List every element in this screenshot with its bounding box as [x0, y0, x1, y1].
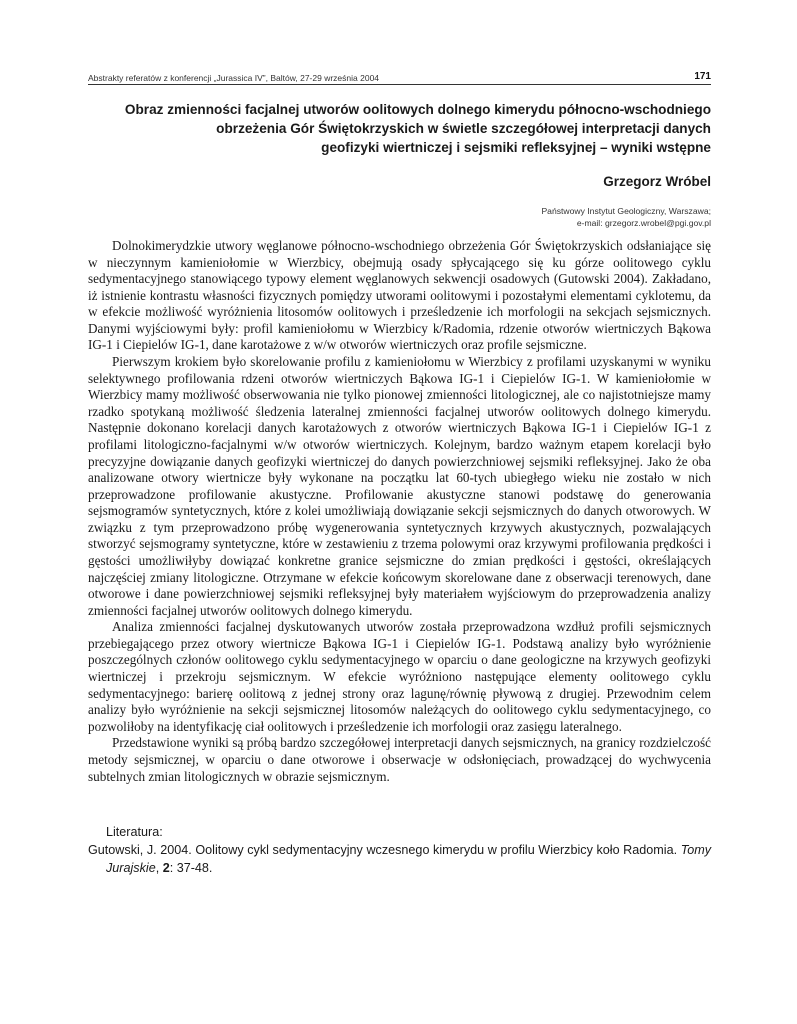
paragraph: Dolnokimerydzkie utwory węglanowe północno-wschodniego obrzeżenia Gór Świętokrzyskich odsłaniające się w nieczynnym kamieniołomie w Wierzbicy, obejmują osady spłycającego się ku górze oolitowego cyklu sedymentacyjnego stanowiącego typowy element węglanowych sekwencji osadowych (Gutowski 2004). Zakładano, iż istnienie kontrastu własności fizycznych pomiędzy utworami oolitowymi i pozostałymi elementami cyklotemu, da w efekcie możliwość wyróżnienia litosomów oolitowych i prześledzenie ich morfologii na sekcjach sejsmicznych. Danymi wyjściowymi były: profil kamieniołomu w Wierzbicy k/Radomia, rdzenie otworów wiertniczych Bąkowa IG-1 i Ciepielów IG-1, dane karotażowe z w/w otworów wiertniczych oraz profile sejsmiczne.: [88, 238, 711, 353]
email: e-mail: grzegorz.wrobel@pgi.gov.pl: [576, 217, 711, 228]
title-line: geofizyki wiertniczej i sejsmiki refleksyjnej – wyniki wstępne: [321, 140, 711, 155]
running-title: Abstrakty referatów z konferencji „Jurassica IV”, Baltów, 27-29 września 2004: [88, 73, 380, 83]
reference-authors: Gutowski, J. 2004. Oolitowy cykl sedymentacyjny wczesnego kimerydu w profilu Wierzbicy koło Radomia.: [88, 843, 678, 857]
paragraph: Pierwszym krokiem było skorelowanie profilu z kamieniołomu w Wierzbicy z profilami uzyskanymi w wyniku selektywnego profilowania rdzeni otworów wiertniczych Bąkowa IG-1 i Ciepielów IG-1. W kamieniołomie w Wierzbicy mamy możliwość obserwowania nie tylko pionowej zmienności litologicznej, ale co najistotniejsze mamy rzadko spotykaną możliwość śledzenia lateralnej zmienności facjalnej utworów oolitowych dolnego kimerydu. Następnie dokonano korelacji danych karotażowych z otworów wiertniczych Bąkowa IG-1 i Ciepielów IG-1 z profilami litologiczno-facjalnymi w/w otworów wiertniczych. Kolejnym, bardzo ważnym etapem korelacji było precyzyjne dowiązanie danych geofizyki wiertniczej do danych powierzchniowej sejsmiki refleksyjnej. Jako że oba analizowane otwory wiertnicze były wykonane na początku lat 60-tych ubiegłego wieku nie zostało w nich przeprowadzone profilowanie akustyczne. Profilowanie akustyczne stanowi podstawę do generowania sejsmogramów syntetycznych, które z kolei umożliwiają dowiązanie sekcji sejsmicznych do danych otworowych. W związku z tym przeprowadzono próbę wygenerowania syntetycznych krzywych akustycznych, pozwalających stworzyć sejsmogramy syntetyczne, które w zestawieniu z trzema polowymi oraz krzywymi profilowania prędkości i gęstości umożliwiłyby dowiązać konkretne granice sejsmiczne do zmian prędkości i gęstości, określających najczęściej zmiany litologiczne. Otrzymane w efekcie końcowym skorelowane dane z obserwacji terenowych, dane otworowe i dane powierzchniowej sejsmiki refleksyjnej były materiałem wyjściowym do przeprowadzenia analizy zmienności facjalnej utworów oolitowych dolnego kimerydu.: [88, 354, 711, 618]
reference-journal: Tomy Jurajskie: [106, 843, 712, 875]
header-rule: [88, 84, 711, 85]
article-body: [88, 238, 711, 785]
reference-volume: 2: [162, 861, 170, 875]
affiliation: Państwowy Instytut Geologiczny, Warszawa;: [541, 206, 711, 216]
article-title: [108, 100, 711, 157]
author-affiliation-block: [541, 206, 711, 229]
title-line: obrzeżenia Gór Świętokrzyskich w świetle szczegółowej interpretacji danych: [216, 121, 711, 136]
literature-heading: Literatura:: [106, 825, 163, 839]
paragraph: Przedstawione wyniki są próbą bardzo szczegółowej interpretacji danych sejsmicznych, na granicy rozdzielczość metody sejsmicznej, w oparciu o dane otworowe i obserwacje w odsłonięciach, prowadzącej do wychwycenia subtelnych zmian litologicznych w obrazie sejsmicznym.: [88, 735, 711, 784]
reference-entry: Gutowski, J. 2004. Oolitowy cykl sedymentacyjny wczesnego kimerydu w profilu Wierzbicy koło Radomia. Tomy Jurajskie, 2: 37-48.: [88, 843, 712, 875]
paragraph: Analiza zmienności facjalnej dyskutowanych utworów została przeprowadzona wzdłuż profili sejsmicznych przebiegającego przez otwory wiertnicze Bąkowa IG-1 i Ciepielów IG-1. Podstawą analizy było wyróżnienie poszczególnych członów oolitowego cyklu sedymentacyjnego w oparciu o dane geologiczne na krzywych geofizyki wiertniczej i przekroju sejsmicznym. W efekcie wyróżniono następujące elementy oolitowego cyklu sedymentacyjnego: barierę oolitową z jednej strony oraz lagunę/równię pływową z drugiej. Przewodnim celem analizy było wyróżnienie na sekcji sejsmicznej litosomów należących do oolitowego cyklu sedymentacyjnego, co pozwoliłoby na identyfikację ciał oolitowych i prześledzenie ich morfologii oraz zasięgu lateralnego.: [88, 619, 711, 734]
running-header: [88, 70, 711, 84]
reference-pages: : 37-48.: [169, 861, 213, 875]
literature-section: [88, 823, 711, 877]
author-name: Grzegorz Wróbel: [603, 174, 711, 189]
page-number: 171: [694, 71, 711, 82]
title-line: Obraz zmienności facjalnej utworów oolitowych dolnego kimerydu północno-wschodniego: [124, 102, 711, 117]
